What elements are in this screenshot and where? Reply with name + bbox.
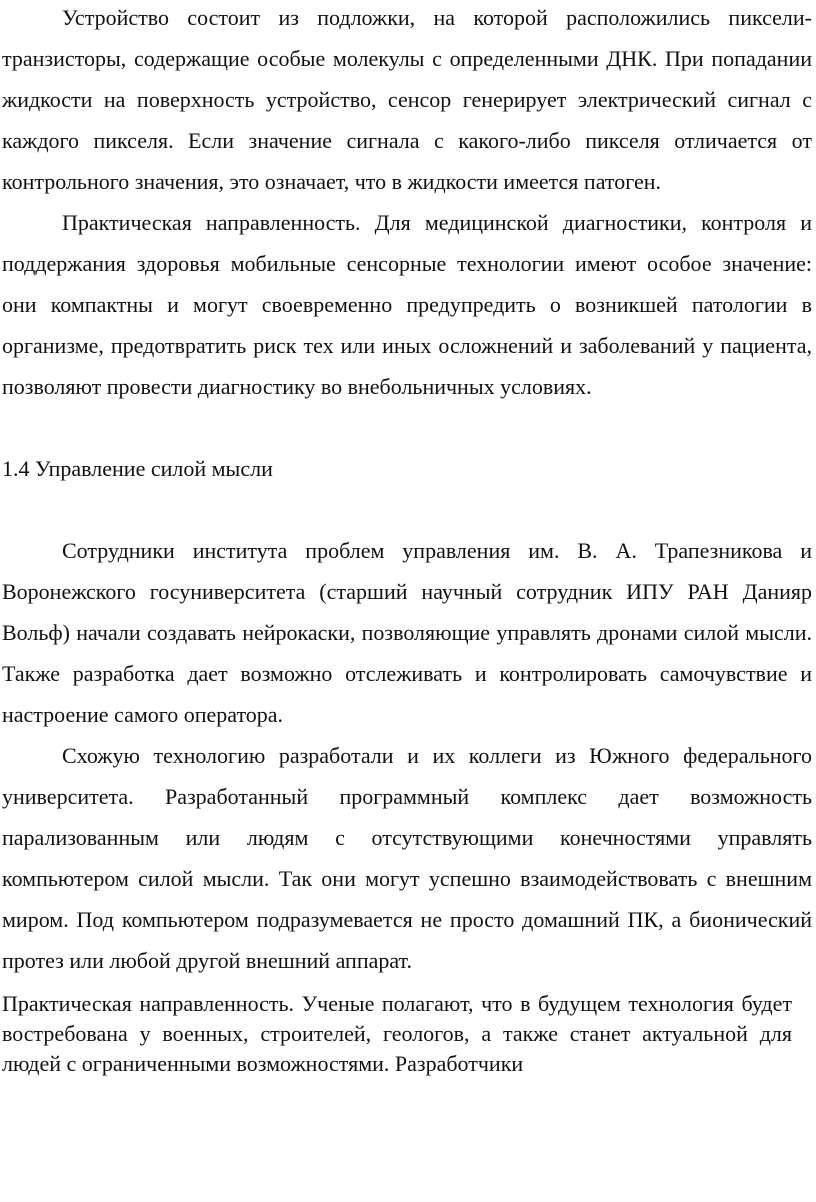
paragraph-neuro-helmets: Сотрудники института проблем управления им. В. А. Трапезникова и Воронежского госуниверситета (старший научный сотрудник ИПУ РАН Данияр Вольф) начали создавать нейрокаски, позволяющие управлять дронами силой мысли. Также разработка дает возможно отслеживать и контролировать самочувствие и настроение самого оператора. xyxy=(2,538,812,727)
spacer xyxy=(2,407,812,448)
paragraph-southern-university: Схожую технологию разработали и их коллеги из Южного федерального университета. Разработанный программный комплекс дает возможность парализованным или людям с отсутствующими конечностями управлять компьютером силой мысли. Так они могут успешно взаимодействовать с внешним миром. Под компьютером подразумевается не просто домашний ПК, а бионический протез или любой другой внешний аппарат. xyxy=(2,743,812,973)
paragraph-practical-sensors: Практическая направленность. Для медицинской диагностики, контроля и поддержания здоровья мобильные сенсорные технологии имеют особое значение: они компактны и могут своевременно предупредить о возникшей патологии в организме, предотвратить риск тех или иных осложнений и заболеваний у пациента, позволяют провести диагностику во внебольничных условиях. xyxy=(2,210,812,399)
paragraph-device-description: Устройство состоит из подложки, на которой расположились пиксели-транзисторы, содержащие особые молекулы с определенными ДНК. При попадании жидкости на поверхность устройство, сенсор генерирует электрический сигнал с каждого пикселя. Если значение сигнала с какого-либо пикселя отличается от контрольного значения, это означает, что в жидкости имеется патоген. xyxy=(2,5,812,194)
section-heading: 1.4 Управление силой мысли xyxy=(2,456,273,481)
paragraph-practical-thought-control: Практическая направленность. Ученые полагают, что в будущем технология будет востребована у военных, строителей, геологов, а также станет актуальной для людей с ограниченными возможностями. Разработчики xyxy=(2,991,792,1076)
spacer xyxy=(2,489,812,530)
